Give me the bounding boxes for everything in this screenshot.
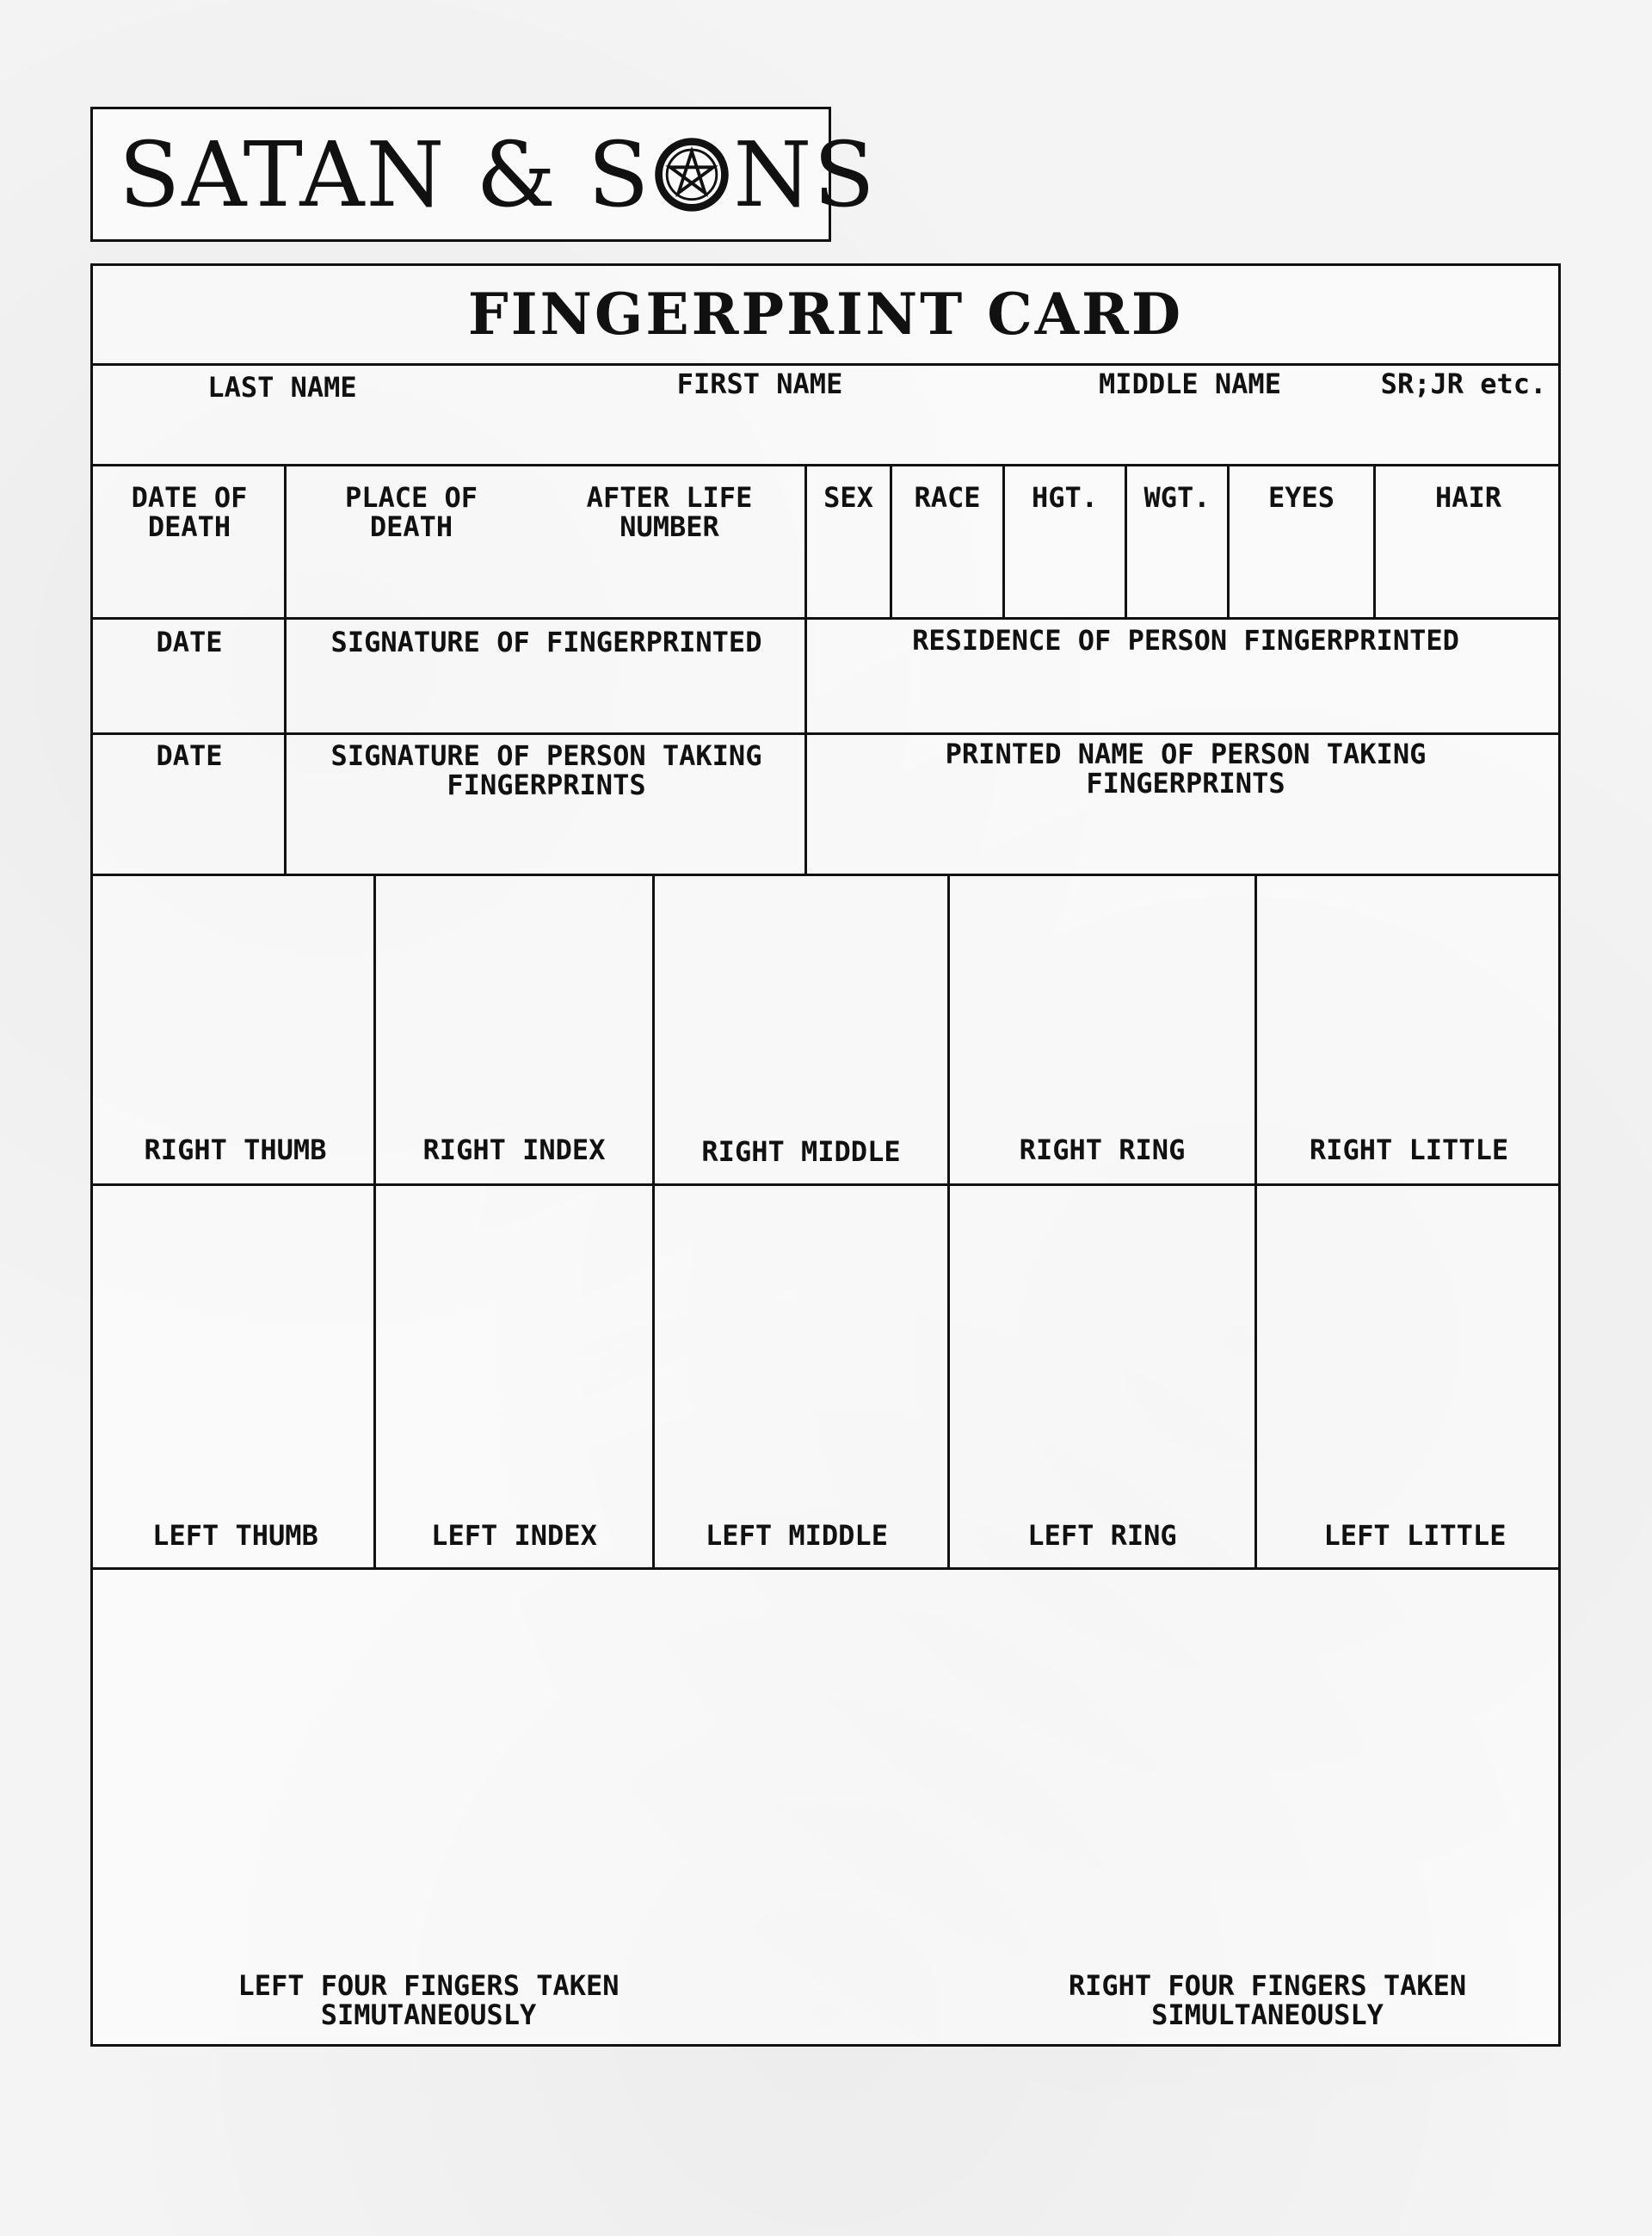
- hair-label: HAIR: [1434, 481, 1502, 514]
- right-index-label: RIGHT INDEX: [422, 1133, 606, 1166]
- brand-name-right: NS: [733, 122, 877, 227]
- divider-date-col: [284, 464, 287, 874]
- rule-info-row: [93, 617, 1558, 620]
- rule-sig-row-1: [93, 732, 1558, 735]
- hgt-label: HGT.: [1031, 481, 1099, 514]
- pentagram-icon: [650, 132, 733, 214]
- rule-left-hand: [93, 1567, 1558, 1570]
- signature-fingerprinted-label: SIGNATURE OF FINGERPRINTED: [330, 626, 762, 658]
- rule-right-hand: [93, 1183, 1558, 1186]
- sex-label: SEX: [823, 481, 873, 514]
- right-four-fingers-label: RIGHT FOUR FINGERS TAKEN SIMULTANEOUSLY: [1068, 1969, 1467, 2031]
- race-label: RACE: [914, 481, 981, 514]
- date-of-death-label: DATE OF DEATH: [131, 481, 248, 543]
- logo-box: [90, 107, 877, 242]
- date-label-1: DATE: [156, 626, 223, 658]
- right-thumb-label: RIGHT THUMB: [144, 1133, 327, 1166]
- left-thumb-label: LEFT THUMB: [152, 1519, 318, 1552]
- brand-logo: [119, 123, 877, 226]
- residence-label: RESIDENCE OF PERSON FINGERPRINTED: [912, 624, 1459, 657]
- after-life-number-label: AFTER LIFE NUMBER: [586, 481, 753, 543]
- first-name-label: FIRST NAME: [676, 368, 843, 400]
- middle-name-label: MIDDLE NAME: [1099, 368, 1281, 400]
- divider-finger-3: [947, 874, 950, 1567]
- wgt-label: WGT.: [1143, 481, 1211, 514]
- divider-finger-2: [652, 874, 655, 1567]
- rule-sig-row-2: [93, 874, 1558, 876]
- brand-name-left: SATAN & S: [119, 122, 651, 227]
- left-little-label: LEFT LITTLE: [1323, 1519, 1507, 1552]
- right-little-label: RIGHT LITTLE: [1309, 1133, 1509, 1166]
- rule-title: [93, 363, 1558, 366]
- fingerprint-card: [90, 263, 1561, 2047]
- suffix-label: SR;JR etc.: [1380, 368, 1547, 400]
- place-of-death-label: PLACE OF DEATH: [344, 481, 478, 543]
- card-title: FINGERPRINT CARD: [467, 281, 1184, 348]
- right-middle-label: RIGHT MIDDLE: [701, 1135, 901, 1168]
- left-ring-label: LEFT RING: [1027, 1519, 1177, 1552]
- left-four-fingers-label: LEFT FOUR FINGERS TAKEN SIMUTANEOUSLY: [237, 1969, 620, 2031]
- divider-finger-1: [373, 874, 376, 1567]
- signature-taker-label: SIGNATURE OF PERSON TAKING FINGERPRINTS: [330, 739, 762, 801]
- divider-finger-4: [1254, 874, 1257, 1567]
- date-label-2: DATE: [156, 739, 223, 772]
- eyes-label: EYES: [1267, 481, 1335, 514]
- last-name-label: LAST NAME: [207, 371, 357, 404]
- left-middle-label: LEFT MIDDLE: [706, 1519, 888, 1552]
- printed-name-label: PRINTED NAME OF PERSON TAKING FINGERPRINTS: [945, 738, 1427, 800]
- right-ring-label: RIGHT RING: [1019, 1133, 1186, 1166]
- left-index-label: LEFT INDEX: [431, 1519, 597, 1552]
- divider-mid-col: [804, 464, 807, 874]
- rule-name-row: [93, 464, 1558, 466]
